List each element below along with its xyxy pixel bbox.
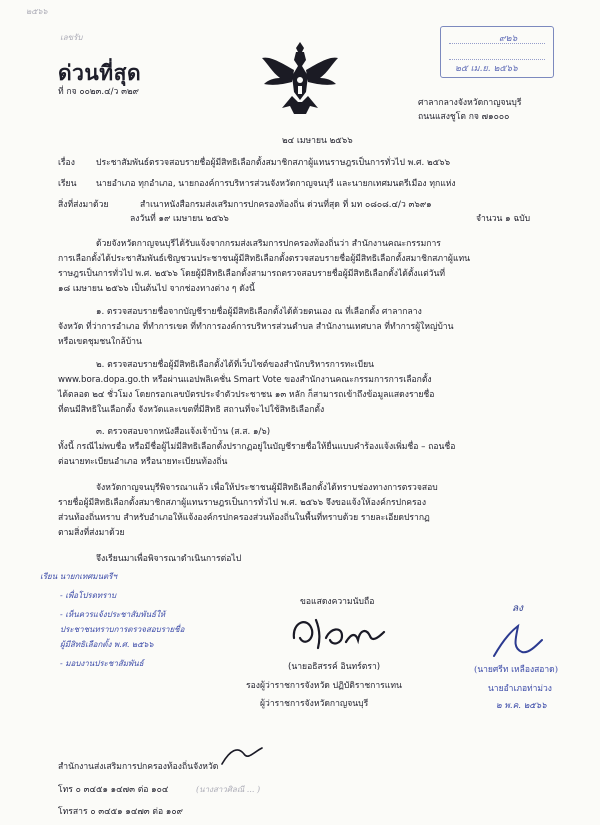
body-line: การเลือกตั้งได้ประชาสัมพันธ์เชิญชวนประชาชนผู้มีสิทธิเลือกตั้งตรวจสอบรายชื่อผู้มีสิทธิเลือกตั้งสมาชิกสภาผู้แทน [58, 254, 471, 264]
footer-fax: โทรสาร ๐ ๓๔๕๑ ๑๔๗๓ ต่อ ๑๐๙ [58, 807, 183, 817]
urgency-heading: ด่วนที่สุด [58, 61, 142, 85]
handwritten-note: - เห็นควรแจ้งประชาสัมพันธ์ให้ [60, 610, 166, 619]
closing-request: จึงเรียนมาเพื่อพิจารณาดำเนินการต่อไป [96, 554, 242, 564]
body-line: www.bora.dopa.go.th หรือผ่านแอปพลิเคชั่น Smart Vote ของสำนักงานคณะกรรมการการเลือกตั้ง [58, 375, 432, 385]
signatory-name: (นายอธิสรรค์ อินทร์ตรา) [288, 662, 381, 672]
office-address: ถนนแสงชูโต กจ ๗๑๐๐๐ [418, 112, 510, 122]
endorser-date: ๒ พ.ค. ๒๕๖๖ [496, 701, 547, 711]
body-line: ส่วนท้องถิ่นทราบ สำหรับอำเภอให้แจ้งองค์กรปกครองส่วนท้องถิ่นในพื้นที่ทราบด้วย รายละเอียดปรากฏ [58, 513, 430, 523]
body-line: หรือเขตชุมชนใกล้บ้าน [58, 337, 142, 347]
endorser-title: นายอำเภอท่าม่วง [488, 684, 552, 694]
handwritten-note: - เพื่อโปรดทราบ [60, 591, 117, 600]
subject-text: ประชาสัมพันธ์ตรวจสอบรายชื่อผู้มีสิทธิเลือกตั้งสมาชิกสภาผู้แทนราษฎรเป็นการทั่วไป พ.ศ. ๒๕๖๖ [96, 158, 451, 168]
footer-handwritten-note: (นางสาวศิลณี ... ) [196, 785, 261, 794]
body-line: ที่ตนมีสิทธิในเลือกตั้ง จังหวัดและเขตที่มีสิทธิ สถานที่จะไปใช้สิทธิเลือกตั้ง [58, 405, 325, 415]
body-line: ๓. ตรวจสอบจากหนังสือแจ้งเจ้าบ้าน (ส.ส. ๑/๖) [96, 427, 271, 437]
garuda-emblem-icon [258, 36, 342, 122]
body-line: ๑. ตรวจสอบรายชื่อจากบัญชีรายชื่อผู้มีสิทธิเลือกตั้งได้ด้วยตนเอง ณ ที่เลือกตั้ง ศาลากลาง [96, 307, 422, 317]
body-line: จังหวัด ที่ว่าการอำเภอ ที่ทำการเขต ที่ทำการองค์การบริหารส่วนตำบล สำนักงานเทศบาล ที่ทำการผู้ใหญ่บ้าน [58, 322, 454, 332]
top-left-note-1: ๒๕๖๖ [26, 7, 48, 16]
handwritten-note: เรียน นายกเทศมนตรีฯ [40, 572, 118, 581]
signature-icon [286, 608, 396, 654]
body-line: จังหวัดกาญจนบุรีพิจารณาแล้ว เพื่อให้ประชาชนผู้มีสิทธิเลือกตั้งได้ทราบช่องทางการตรวจสอบ [96, 483, 438, 493]
handwritten-note: ผู้มีสิทธิเลือกตั้ง พ.ศ. ๒๕๖๖ [60, 640, 154, 649]
footer-telephone: โทร ๐ ๓๔๕๑ ๑๔๗๓ ต่อ ๑๐๔ [58, 785, 169, 795]
handwritten-note: - มอบงานประชาสัมพันธ์ [60, 659, 144, 668]
to-text: นายอำเภอ ทุกอำเภอ, นายกองค์การบริหารส่วนจังหวัดกาญจนบุรี และนายกเทศมนตรีเมือง ทุกแห่ง [96, 179, 456, 189]
footer-initials-icon [218, 740, 266, 770]
receipt-date: ๒๕ เม.ย. ๒๕๖๖ [455, 64, 518, 74]
signatory-title-2: ผู้ว่าราชการจังหวัดกาญจนบุรี [260, 699, 369, 709]
body-line: ราษฎรเป็นการทั่วไป พ.ศ. ๒๕๖๖ โดยผู้มีสิทธิเลือกตั้งสามารถตรวจสอบรายชื่อผู้มีสิทธิเลือกตั้งได้ตั้งแต่วันที่ [58, 269, 446, 279]
to-label: เรียน [58, 179, 77, 189]
office-name: ศาลากลางจังหวัดกาญจนบุรี [418, 98, 522, 108]
body-line: ได้ตลอด ๒๔ ชั่วโมง โดยกรอกเลขบัตรประจำตัวประชาชน ๑๓ หลัก ก็สามารถเข้าถึงข้อมูลแสดงรายชื่อ [58, 390, 435, 400]
enclosure-label: สิ่งที่ส่งมาด้วย [58, 200, 109, 210]
handwritten-note: ประชาชนทราบการตรวจสอบรายชื่อ [60, 625, 185, 634]
enclosure-count: จำนวน ๑ ฉบับ [476, 214, 531, 224]
endorser-name: (นายศรีท เหลืองสอาด) [474, 665, 559, 675]
closing-salutation: ขอแสดงความนับถือ [300, 597, 375, 607]
signatory-title-1: รองผู้ว่าราชการจังหวัด ปฏิบัติราชการแทน [246, 681, 402, 691]
receipt-number: ๙๒๖ [499, 34, 518, 44]
footer-department: สำนักงานส่งเสริมการปกครองท้องถิ่นจังหวัด [58, 762, 219, 772]
handwritten-initials: ลง [512, 603, 524, 614]
subject-label: เรื่อง [58, 158, 75, 168]
document-date: ๒๔ เมษายน ๒๕๖๖ [282, 136, 353, 146]
receipt-stamp [440, 26, 554, 78]
body-line: ทั้งนี้ กรณีไม่พบชื่อ หรือมีชื่อผู้ไม่มีสิทธิเลือกตั้งปรากฏอยู่ในบัญชีรายชื่อให้ยื่นแบบคำร้องแจ้งเพิ่มชื่อ – ถอนชื่อ [58, 442, 456, 452]
body-line: ต่อนายทะเบียนอำเภอ หรือนายทะเบียนท้องถิ่น [58, 457, 228, 467]
body-line: ๒. ตรวจสอบรายชื่อผู้มีสิทธิเลือกตั้งได้ที่เว็บไซต์ของสำนักบริหารการทะเบียน [96, 360, 375, 370]
body-line: ตามสิ่งที่ส่งมาด้วย [58, 528, 125, 538]
document-number: ที่ กจ ๐๐๒๓.๔/ว ๓๒๙ [58, 87, 139, 97]
enclosure-text: สำเนาหนังสือกรมส่งเสริมการปกครองท้องถิ่น ด่วนที่สุด ที่ มท ๐๘๐๘.๔/ว ๓๖๙๑ [140, 200, 432, 210]
handwritten-signature-icon [488, 618, 548, 662]
enclosure-date: ลงวันที่ ๑๙ เมษายน ๒๕๖๖ [130, 214, 229, 224]
body-line: ด้วยจังหวัดกาญจนบุรีได้รับแจ้งจากกรมส่งเสริมการปกครองท้องถิ่นว่า สำนักงานคณะกรรมการ [96, 239, 441, 249]
body-line: รายชื่อผู้มีสิทธิเลือกตั้งสมาชิกสภาผู้แทนราษฎรเป็นการทั่วไป พ.ศ. ๒๕๖๖ จึงขอแจ้งให้องค์กรปกครอง [58, 498, 427, 508]
top-left-note-2: เลขรับ [60, 33, 83, 42]
body-line: ๑๘ เมษายน ๒๕๖๖ เป็นต้นไป จากช่องทางต่าง ๆ ดังนี้ [58, 284, 255, 294]
